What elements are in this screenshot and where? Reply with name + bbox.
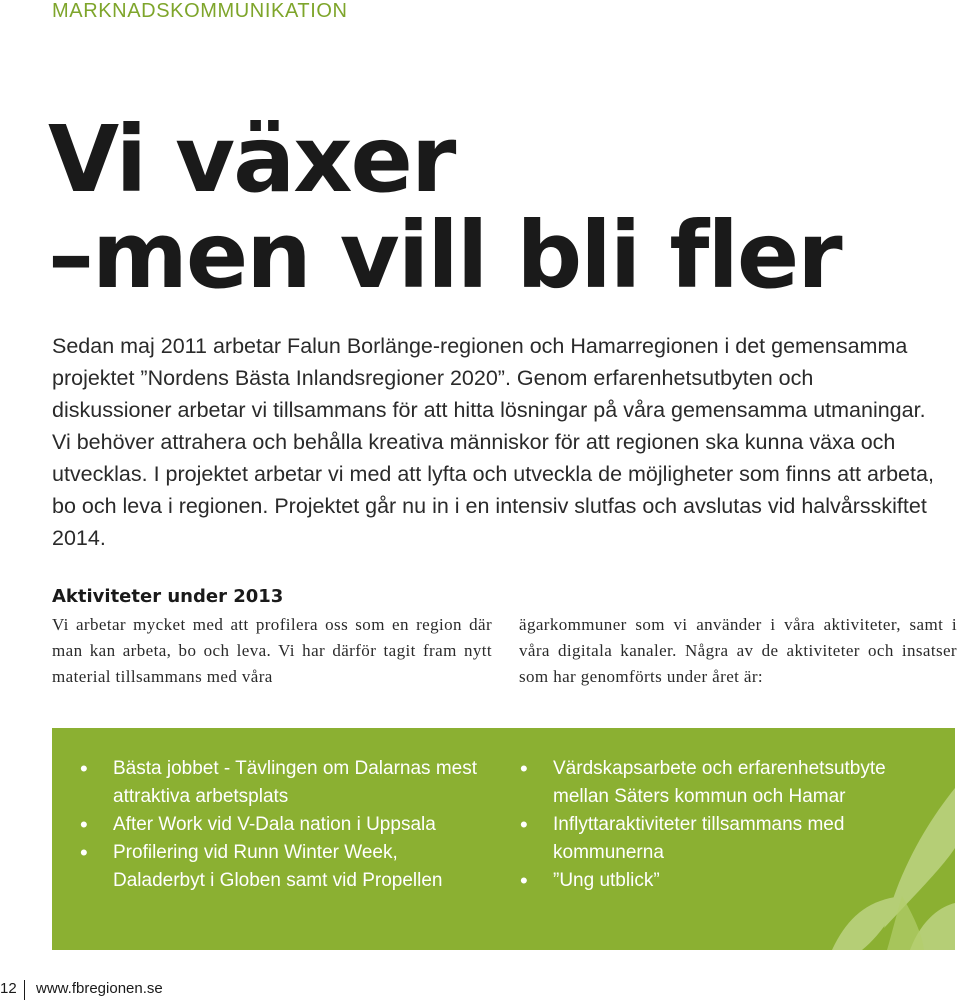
list-item: • Bästa jobbet - Tävlingen om Dalarnas mest attraktiva arbetsplats (80, 755, 490, 811)
page-headline (48, 106, 841, 309)
list-item: • Profilering vid Runn Winter Week, Daladerbyt i Globen samt vid Propellen (80, 839, 490, 895)
list-item: • Inflyttaraktiviteter tillsammans med kommunerna (520, 811, 920, 867)
activities-text-left: Vi arbetar mycket med att profilera oss som en region där man kan arbeta, bo och leva. Vi har därför tagit fram nytt material tillsammans med våra (52, 615, 492, 686)
highlights-list-left (80, 755, 490, 895)
page-number: 12 (0, 980, 17, 997)
list-item: • Värdskapsarbete och erfarenhetsutbyte mellan Säters kommun och Hamar (520, 755, 920, 811)
section-label: MARKNADSKOMMUNIKATION (52, 0, 348, 22)
headline-line-2: –men vill bli fler (48, 202, 841, 309)
footer-divider (24, 980, 25, 1000)
highlights-list-right (520, 755, 920, 895)
activities-heading: Aktiviteter under 2013 (52, 586, 284, 607)
website-link[interactable]: www.fbregionen.se (36, 980, 163, 997)
highlights-box (52, 728, 955, 950)
activities-text-right: ägarkommuner som vi använder i våra aktiviteter, samt i våra digitala kanaler. Några av de aktiviteter och insatser som har genomförts under året är: (519, 615, 957, 686)
list-item: • After Work vid V-Dala nation i Uppsala (80, 811, 490, 839)
list-item: • ”Ung utblick” (520, 867, 920, 895)
lead-paragraph: Sedan maj 2011 arbetar Falun Borlänge-regionen och Hamarregionen i det gemensamma projektet ”Nordens Bästa Inlandsregioner 2020”. Genom erfarenhetsutbyten och diskussioner arbetar vi tillsammans för att hitta lösningar på våra gemensamma utmaningar. Vi behöver attrahera och behålla kreativa människor för att regionen ska kunna växa och utvecklas. I projektet arbetar vi med att lyfta och utveckla de möjligheter som finns att arbeta, bo och leva i regionen. Projektet går nu in i en intensiv slutfas och avslutas vid halvårsskiftet 2014. (52, 334, 934, 550)
headline-line-1: Vi växer (48, 106, 455, 213)
